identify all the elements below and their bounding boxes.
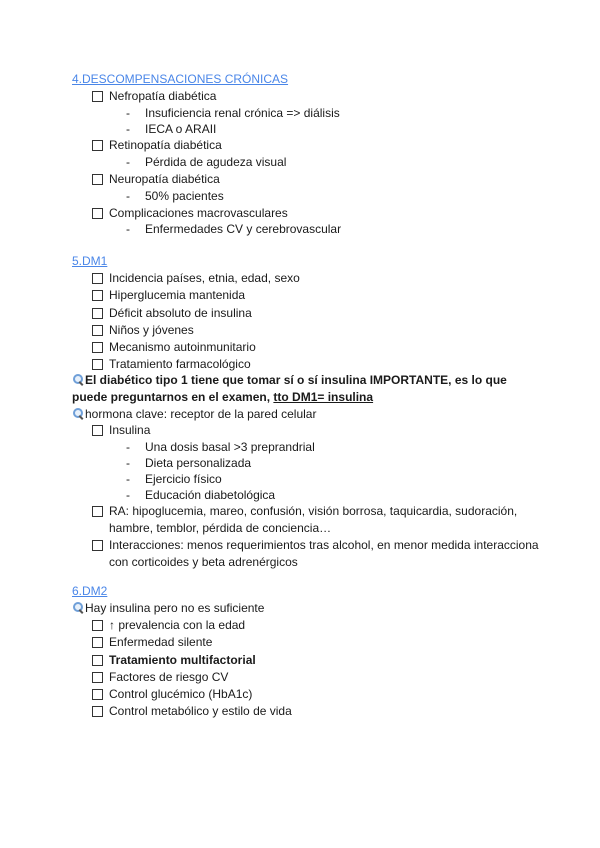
section-5-heading[interactable]: 5.DM1 [72, 254, 108, 268]
checkbox-icon [92, 325, 103, 336]
list-item: RA: hipoglucemia, mareo, confusión, visión borrosa, taquicardia, sudoración, hambre, temblor, pérdida de conciencia… [92, 503, 539, 537]
checkbox-icon [92, 208, 103, 219]
list-item: Tratamiento multifactorial [92, 652, 256, 669]
checkbox-icon [92, 308, 103, 319]
list-item: Control glucémico (HbA1c) [92, 686, 252, 703]
list-item: Niños y jóvenes [92, 322, 194, 339]
section-4-heading[interactable]: 4.DESCOMPENSACIONES CRÓNICAS [72, 72, 289, 86]
checkbox-icon [92, 140, 103, 151]
magnifier-icon [72, 408, 84, 420]
important-note: El diabético tipo 1 tiene que tomar sí o sí insulina IMPORTANTE, es lo que puede preguntarnos en el examen, tto DM1= insulina [72, 373, 507, 404]
section-6-heading[interactable]: 6.DM2 [72, 584, 108, 598]
checkbox-icon [92, 506, 103, 517]
checkbox-icon [92, 706, 103, 717]
list-item: Factores de riesgo CV [92, 669, 228, 686]
sub-item: - 50% pacientes [126, 189, 224, 203]
sub-item: - Dieta personalizada [126, 456, 252, 470]
magnifier-icon [72, 374, 84, 386]
checkbox-icon [92, 689, 103, 700]
sub-item: - Enfermedades CV y cerebrovascular [126, 222, 342, 236]
sub-item: - IECA o ARAII [126, 122, 217, 136]
note: Hay insulina pero no es suficiente [72, 600, 532, 617]
checkbox-icon [92, 655, 103, 666]
list-item: Incidencia países, etnia, edad, sexo [92, 270, 300, 287]
checkbox-icon [92, 91, 103, 102]
checkbox-icon [92, 359, 103, 370]
list-item: Insulina [92, 422, 150, 439]
checkbox-icon [92, 174, 103, 185]
list-item: Control metabólico y estilo de vida [92, 703, 292, 720]
sub-item: - Ejercicio físico [126, 472, 222, 486]
sub-item: - Una dosis basal >3 preprandrial [126, 440, 315, 454]
list-item: Interacciones: menos requerimientos tras alcohol, en menor medida interacciona con corticoides y beta adrenérgicos [92, 537, 539, 571]
checkbox-icon [92, 273, 103, 284]
magnifier-icon [72, 602, 84, 614]
checkbox-icon [92, 672, 103, 683]
list-item: Tratamiento farmacológico [92, 356, 251, 373]
list-item: ↑ prevalencia con la edad [92, 617, 245, 634]
list-item: Mecanismo autoinmunitario [92, 339, 256, 356]
sub-item: - Pérdida de agudeza visual [126, 155, 287, 169]
list-item: Retinopatía diabética [92, 137, 222, 154]
checkbox-icon [92, 637, 103, 648]
list-item: Hiperglucemia mantenida [92, 287, 245, 304]
list-item: Complicaciones macrovasculares [92, 205, 288, 222]
sub-item: - Educación diabetológica [126, 488, 276, 502]
checkbox-icon [92, 290, 103, 301]
sub-item: - Insuficiencia renal crónica => diálisis [126, 106, 340, 120]
list-item: Déficit absoluto de insulina [92, 305, 252, 322]
checkbox-icon [92, 425, 103, 436]
checkbox-icon [92, 540, 103, 551]
list-item: Enfermedad silente [92, 634, 212, 651]
list-item: Nefropatía diabética [92, 88, 216, 105]
checkbox-icon [92, 342, 103, 353]
list-item: Neuropatía diabética [92, 171, 220, 188]
checkbox-icon [92, 620, 103, 631]
note: hormona clave: receptor de la pared celular [72, 406, 532, 423]
